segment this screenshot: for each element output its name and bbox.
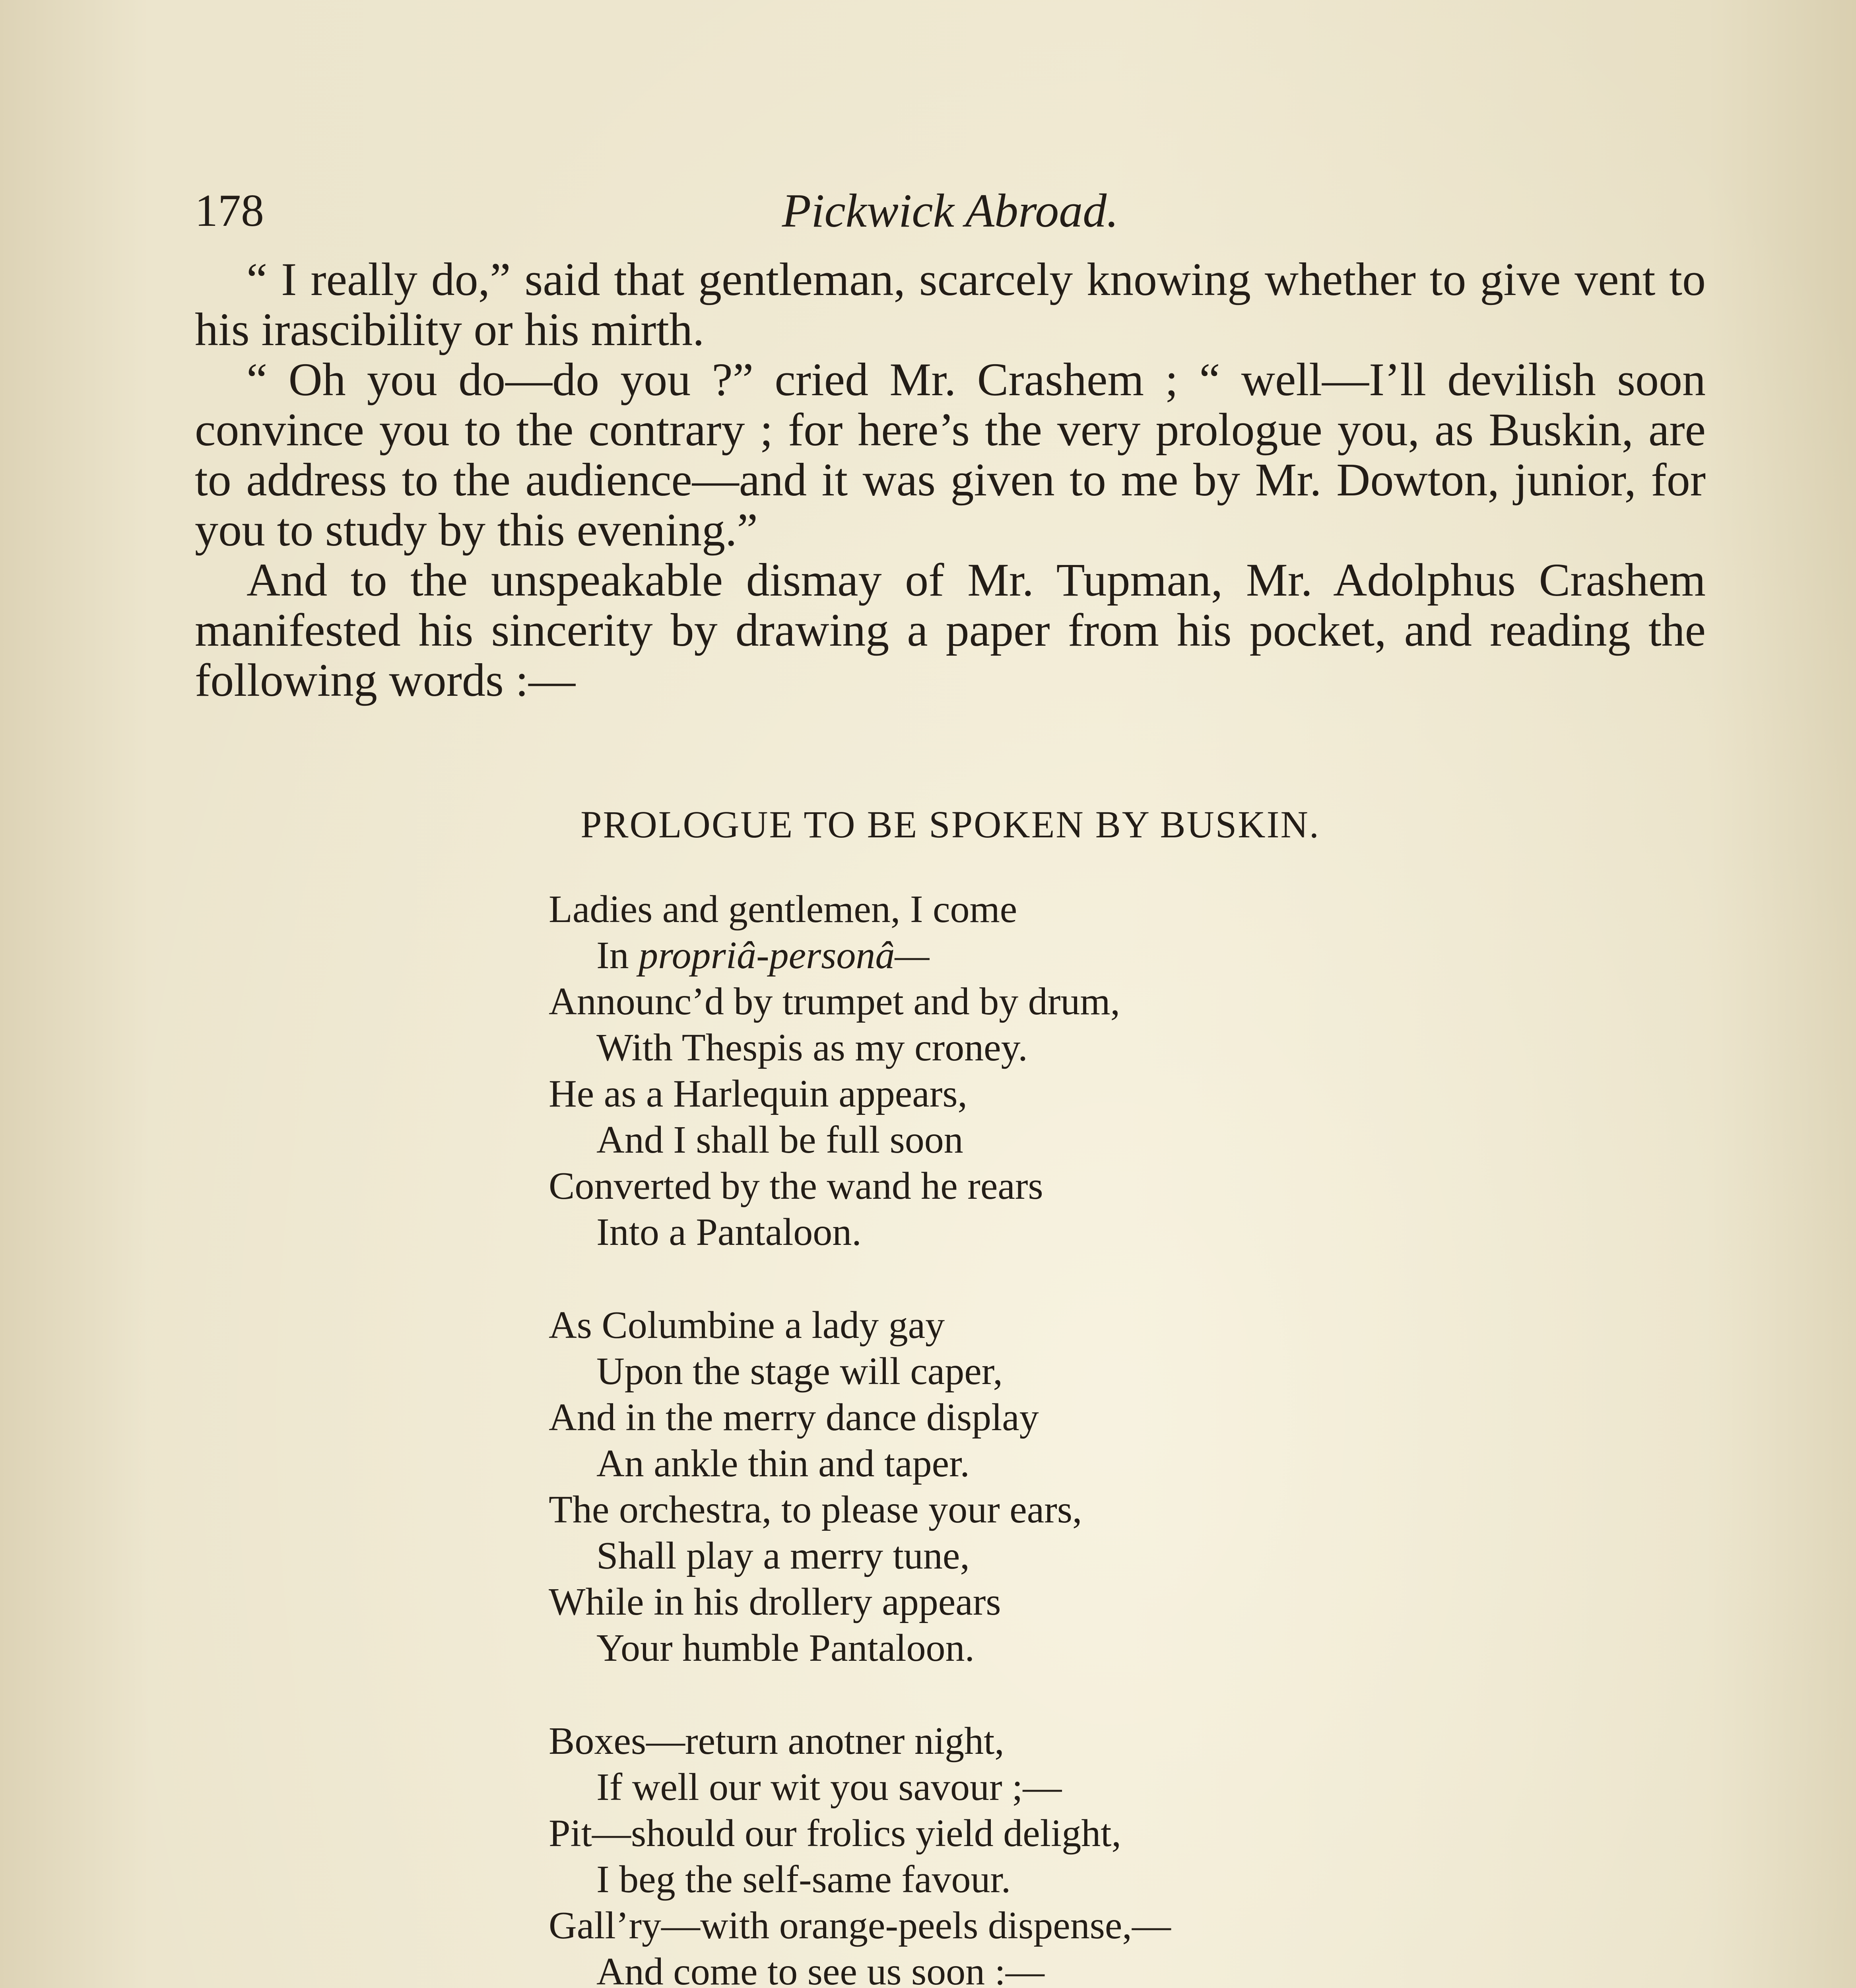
poem-line: Ladies and gentlemen, I come [549,888,1017,931]
latin-phrase: propriâ-personâ— [639,934,930,977]
poem-line: I beg the self-same favour. [596,1858,1011,1901]
poem-line: As Columbine a lady gay [549,1304,945,1347]
running-title: Pickwick Abroad. [782,184,1119,237]
prologue-poem [549,886,1706,1988]
poem-line: And I shall be full soon [596,1118,963,1161]
page-number: 178 [195,185,264,236]
poem-line: Boxes—return anotner night, [549,1720,1004,1763]
poem-line: Gall’ry—with orange-peels dispense,— [549,1904,1171,1947]
poem-line: Announc’d by trumpet and by drum, [549,980,1120,1023]
stanza [549,1302,1706,1671]
poem-line: And in the merry dance display [549,1396,1039,1439]
poem-line: Pit—should our frolics yield delight, [549,1812,1121,1855]
body-text [195,254,1706,1988]
page-header [195,185,1706,248]
stanza [549,1718,1706,1988]
poem-line: And come to see us soon :— [596,1950,1044,1988]
poem-line: While in his drollery appears [549,1580,1001,1623]
poem-line: He as a Harlequin appears, [549,1072,968,1115]
poem-line: Converted by the wand he rears [549,1165,1043,1208]
stanza [549,886,1706,1255]
poem-line: With Thespis as my croney. [596,1026,1028,1069]
poem-line: Your humble Pantaloon. [596,1627,975,1670]
paragraph: “ I really do,” said that gentleman, scarcely knowing whether to give vent to his irascibility or his mirth. [195,253,1706,355]
poem-line: If well our wit you savour ;— [596,1766,1062,1809]
poem-line [549,932,1706,978]
poem-line: An ankle thin and taper. [596,1442,970,1485]
paragraph: “ Oh you do—do you ?” cried Mr. Crashem ; “ well—I’ll devilish soon convince you to the contrary ; for here’s the very prologue you, as Buskin, are to address to the audience—and it was given to me by Mr. Dowton, junior, for you to study by this evening.” [195,353,1706,556]
poem-line: Shall play a merry tune, [596,1534,970,1577]
poem-line-prefix: In [596,934,639,977]
paragraph: And to the unspeakable dismay of Mr. Tupman, Mr. Adolphus Crashem manifested his sincerity by drawing a paper from his pocket, and reading the following words :— [195,554,1706,706]
prologue-title: PROLOGUE TO BE SPOKEN BY BUSKIN. [580,803,1320,846]
poem-line: The orchestra, to please your ears, [549,1488,1082,1531]
poem-line: Into a Pantaloon. [596,1211,862,1254]
poem-line: Upon the stage will caper, [596,1350,1003,1393]
